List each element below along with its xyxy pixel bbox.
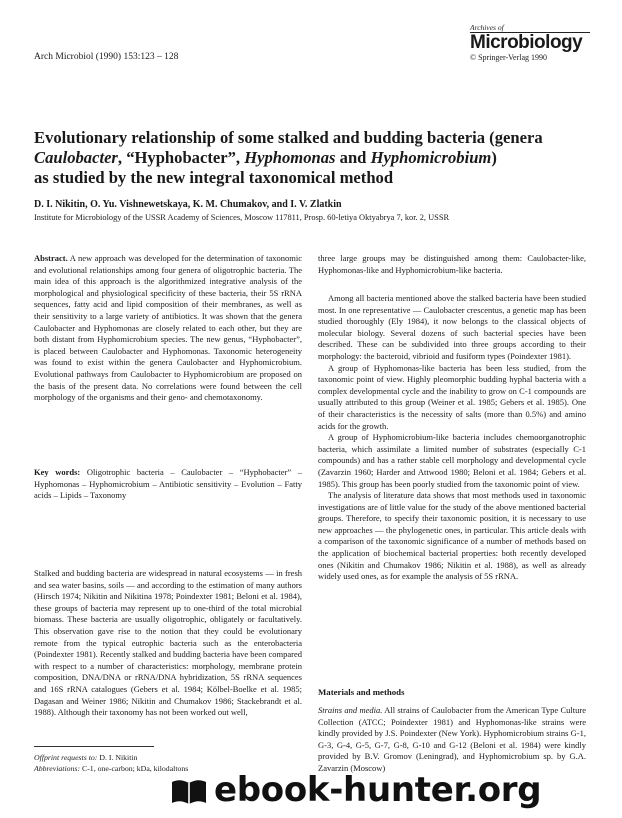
author-list: D. I. Nikitin, O. Yu. Vishnewetskaya, K. M. Chumakov, and I. V. Zlatkin (34, 199, 342, 210)
abbreviations-label: Abbreviations: (34, 764, 81, 773)
book-icon (170, 776, 208, 806)
right-column-continuation: three large groups may be distinguished among them: Caulobacter-like, Hyphomonas-like and Hyphomicrobium-like bacteria. (318, 253, 586, 275)
keywords (34, 467, 302, 502)
journal-name-small: Archives of (470, 23, 504, 32)
offprint-name: D. I. Nikitin (97, 753, 138, 762)
right-column-paragraphs (318, 293, 586, 583)
publisher-copyright: © Springer-Verlag 1990 (470, 53, 548, 62)
methods-text (318, 705, 586, 775)
journal-masthead (470, 24, 590, 63)
article-title (34, 128, 594, 188)
abstract-text: A new approach was developed for the determination of taxonomic and evolutional relationships among four genera of oligotrophic bacteria. The main idea of this approach is the algorithmized integrative analysis of the morphological and physiological specificity of these bacteria, their 5S rRNA sequences, fatty acid and lipid composition of their membranes, as well as their sensitivity to a large variety of antibiotics. It was shown that the genera Caulobacter and Hyphomonas are closely related to each other, but they are both distant from Hyphomicrobium species. The new genus, “Hyphobacter”, is placed between Caulobacter and Hyphomonas. Taxonomic heterogeneity was found to exist within the genera Caulobacter and Hyphomicrobium. Evolutional pathways from Caulobacter to Hyphomicrobium are proposed on the basis of the present data. No correlations were found between the cell morphology of the organisms and their geno- and chemotaxonomy. (34, 253, 302, 403)
section-heading-methods: Materials and methods (318, 687, 405, 697)
abstract (34, 253, 302, 404)
keywords-label: Key words: (34, 467, 81, 477)
footnote-divider (34, 746, 154, 747)
methods-body: All strains of Caulobacter from the American Type Culture Collection (ATCC; Poindexter 1981) and Hyphomonas-like strains were kindly provided by J.S. Poindexter (New York). Hyphomicrobium strains G-1, G-3, G-4, G-5, G-7, G-8, G-10 and G-12 (Beloni et al. 1984) were kindly provided by B.V. Gromov (Leningrad), and Hyphomicrobium sp. by G.A. Zavarzin (Moscow) (318, 705, 586, 773)
offprint-label: Offprint requests to: (34, 753, 98, 762)
title-line-1: Evolutionary relationship of some stalked and budding bacteria (genera (34, 128, 543, 147)
affiliation: Institute for Microbiology of the USSR Academy of Sciences, Moscow 117811, Prosp. 60-letiya Oktyabrya 7, kor. 2, USSR (34, 213, 450, 222)
paragraph: The analysis of literature data shows that most methods used in taxonomic investigations are of little value for the study of the above mentioned bacterial groups. Therefore, to specify their taxonomic position, it is necessary to use new approaches — the phylogenetic ones, in particular. This article deals with a comparison of the taxonomic significance of a number of methods based on the application of biochemical bacterial properties: both recently developed ones (Nikitin and Chumakov 1986; Nikitin et al. 1988), as well as already widely used ones, as for example the analysis of 5S rRNA. (318, 490, 586, 582)
paragraph: Among all bacteria mentioned above the stalked bacteria have been studied most. In one representative — Caulobacter crescentus, a genetic map has been studied thoroughly (Ely 1984), it now belongs to the classical objects of molecular biology. Several dozens of such bacterial species have been described. These can be subdivided into three groups according to their morphology: the bacteroid, vibrioid and fusiform types (Poindexter 1981). (318, 293, 586, 361)
paragraph: A group of Hyphomonas-like bacteria has been less studied, from the taxonomic point of view. Highly pleomorphic budding hyphal bacteria with a complex developmental cycle and the inability to grow on C-1 compounds are usually attributed to this group (Weiner et al. 1985; Gebers et al. 1985). One of their characteristics is the necessity of salts (more than 0.5%) and amino acids for the growth. (318, 362, 586, 431)
abbreviations-text: C-1, one-carbon; kDa, kilodaltons (80, 764, 189, 773)
journal-citation: Arch Microbiol (1990) 153:123 – 128 (34, 52, 179, 62)
keywords-text: Oligotrophic bacteria – Caulobacter – “Hyphobacter” – Hyphomonas – Hyphomicrobium – Antibiotic sensitivity – Evolution – Fatty acids – Lipids – Taxonomy (34, 467, 302, 501)
paragraph: A group of Hyphomicrobium-like bacteria includes chemoorganotrophic bacteria, which assimilate a limited number of substrates (especially C-1 compounds) and has a rather stable cell morphology and developmental cycle (Zavarzin 1960; Harder and Attwood 1980; Beloni et al. 1984; Gebers et al. 1985). This group has been poorly studied from the taxonomic point of view. (318, 432, 586, 489)
introduction-text: Stalked and budding bacteria are widespread in natural ecosystems — in fresh and sea water basins, soils — and according to the estimation of many authors (Hirsch 1974; Nikitin and Nikitina 1978; Poindexter 1981; Beloni et al. 1984), these groups of bacteria may represent up to one-third of the total microbial biomass. These bacteria are usually oligotrophic, obligately or facultatively. This observation gave rise to the notion that they could be evolutionary remote from the typical eutrophic bacteria such as the enterobacteria (Poindexter 1981). Recently stalked and budding bacteria have been compared with respect to a number of characteristics: morphology, membrane protein composition, DNA/DNA or rRNA/DNA hybridization, 5S rRNA sequences and 16S rRNA catalogues (Gebers et al. 1984; Kölbel-Boelke et al. 1985; Dagasan and Weiner 1986; Nikitin and Chumakov 1986; Stackebrandt et al. 1988). Although their taxonomy has not been worked out well, (34, 568, 302, 718)
watermark: ebook-hunter.org (214, 770, 542, 810)
abstract-label: Abstract. (34, 253, 68, 263)
methods-subheading: Strains and media. (318, 705, 383, 715)
journal-name: Microbiology (470, 32, 590, 53)
title-line-3: as studied by the new integral taxonomical method (34, 168, 394, 187)
title-line-2: Caulobacter, “Hyphobacter”, Hyphomonas and Hyphomicrobium) (34, 148, 497, 167)
